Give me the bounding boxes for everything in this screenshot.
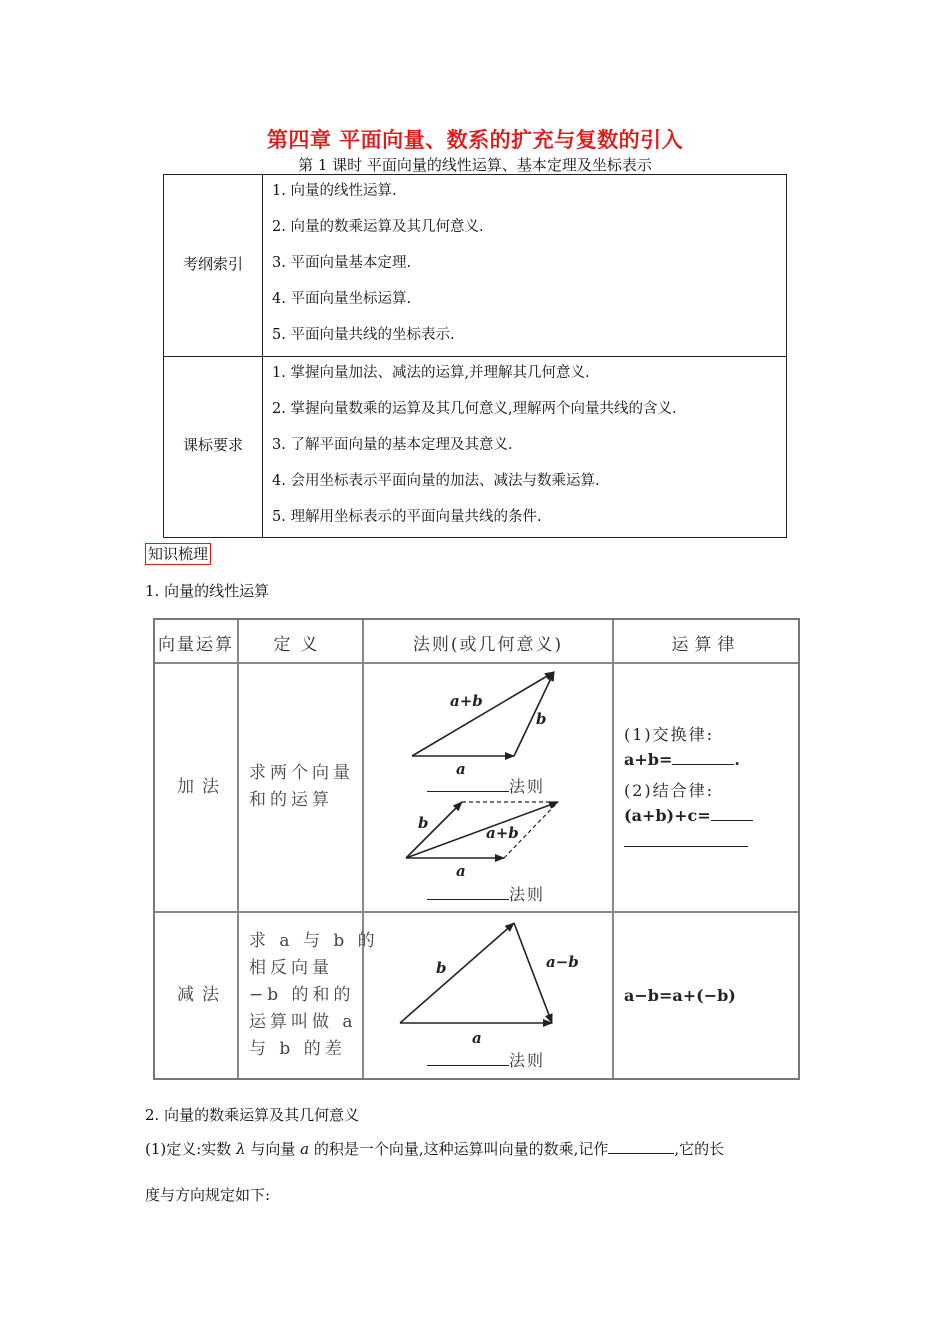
triangle-rule-blank[interactable] bbox=[427, 1048, 545, 1071]
definition-line: 和的运算 bbox=[249, 790, 333, 810]
lambda-symbol: λ bbox=[236, 1140, 246, 1158]
definition-line: 与 b 的差 bbox=[249, 1039, 346, 1059]
list-item: 4. 会用坐标表示平面向量的加法、减法与数乘运算. bbox=[272, 473, 600, 489]
label-a-plus-b: a+b bbox=[450, 692, 483, 710]
row-label-add: 加法 bbox=[177, 777, 227, 797]
list-item: 5. 理解用坐标表示的平面向量共线的条件. bbox=[272, 509, 542, 525]
vector-b bbox=[406, 802, 462, 858]
law-associative-label: (2)结合律: bbox=[624, 781, 715, 800]
rule-suffix: 法则 bbox=[509, 885, 546, 904]
column-header: 定义 bbox=[273, 635, 328, 655]
definition-line: 求两个向量 bbox=[249, 763, 354, 783]
table-divider bbox=[612, 620, 614, 1078]
vector-b bbox=[400, 923, 514, 1023]
vector-a-plus-b bbox=[412, 672, 554, 756]
rule-suffix: 法则 bbox=[509, 1051, 546, 1070]
chapter-title: 第四章 平面向量、数系的扩充与复数的引入 bbox=[266, 128, 684, 152]
parallelogram-rule-blank[interactable] bbox=[427, 882, 545, 905]
table-divider bbox=[164, 356, 786, 357]
section-heading: 1. 向量的线性运算 bbox=[145, 582, 270, 600]
section-heading: 2. 向量的数乘运算及其几何意义 bbox=[145, 1106, 360, 1124]
law-commutative[interactable] bbox=[624, 750, 740, 769]
operations-table bbox=[153, 618, 800, 1080]
text: 的积是一个向量,这种运算叫向量的数乘,记作 bbox=[309, 1140, 609, 1158]
label-a: a bbox=[456, 862, 466, 880]
req-label: 课标要求 bbox=[182, 436, 243, 454]
definition-paragraph bbox=[145, 1138, 724, 1159]
label-a-plus-b: a+b bbox=[486, 824, 519, 842]
index-label: 考纲索引 bbox=[182, 255, 243, 273]
lesson-title: 第 1 课时 平面向量的线性运算、基本定理及坐标表示 bbox=[298, 156, 652, 174]
syllabus-table bbox=[163, 174, 787, 538]
definition-text bbox=[249, 760, 354, 814]
law-associative-continuation[interactable] bbox=[624, 832, 748, 851]
vector-a-plus-b bbox=[406, 802, 558, 858]
triangle-rule-blank[interactable] bbox=[427, 774, 545, 797]
definition-line: 求 a 与 b 的 bbox=[249, 931, 379, 951]
text: 与向量 bbox=[245, 1140, 301, 1158]
law-expression: a+b= bbox=[624, 750, 673, 769]
list-item: 3. 了解平面向量的基本定理及其意义. bbox=[272, 437, 513, 453]
list-item: 1. 掌握向量加法、减法的运算,并理解其几何意义. bbox=[272, 365, 590, 381]
law-expression: (a+b)+c= bbox=[624, 806, 711, 825]
law-subtraction: a−b=a+(−b) bbox=[624, 986, 736, 1005]
list-item: 2. 向量的数乘运算及其几何意义. bbox=[272, 219, 484, 235]
column-header: 向量运算 bbox=[158, 635, 234, 655]
row-label-sub: 减法 bbox=[177, 985, 227, 1005]
paragraph-continuation: 度与方向规定如下: bbox=[145, 1186, 271, 1204]
definition-line: −b 的和的 bbox=[249, 985, 355, 1005]
definition-text bbox=[249, 928, 379, 1063]
list-item: 2. 掌握向量数乘的运算及其几何意义,理解两个向量共线的含义. bbox=[272, 401, 677, 417]
section-tag: 知识梳理 bbox=[145, 543, 211, 565]
list-item: 1. 向量的线性运算. bbox=[272, 183, 397, 199]
label-b: b bbox=[536, 710, 547, 728]
answer-blank[interactable] bbox=[608, 1153, 674, 1154]
vector-symbol: a bbox=[300, 1140, 310, 1158]
list-item: 4. 平面向量坐标运算. bbox=[272, 291, 412, 307]
list-item: 5. 平面向量共线的坐标表示. bbox=[272, 327, 455, 343]
text: ,它的长 bbox=[674, 1140, 725, 1158]
label-b: b bbox=[418, 814, 429, 832]
period: . bbox=[734, 750, 740, 769]
definition-line: 运算叫做 a bbox=[249, 1012, 357, 1032]
label-b: b bbox=[436, 959, 447, 977]
law-associative[interactable] bbox=[624, 806, 753, 825]
law-commutative-label: (1)交换律: bbox=[624, 725, 715, 744]
vector-a-minus-b bbox=[514, 923, 552, 1023]
rule-suffix: 法则 bbox=[509, 777, 546, 796]
table-divider bbox=[237, 620, 239, 1078]
label-a: a bbox=[472, 1029, 482, 1047]
definition-line: 相反向量 bbox=[249, 958, 333, 978]
label-a: a bbox=[456, 760, 466, 778]
label-a-minus-b: a−b bbox=[546, 953, 579, 971]
column-header: 法则(或几何意义) bbox=[412, 635, 564, 655]
list-item: 3. 平面向量基本定理. bbox=[272, 255, 412, 271]
column-header: 运算律 bbox=[671, 635, 741, 655]
text: (1)定义:实数 bbox=[145, 1140, 237, 1158]
